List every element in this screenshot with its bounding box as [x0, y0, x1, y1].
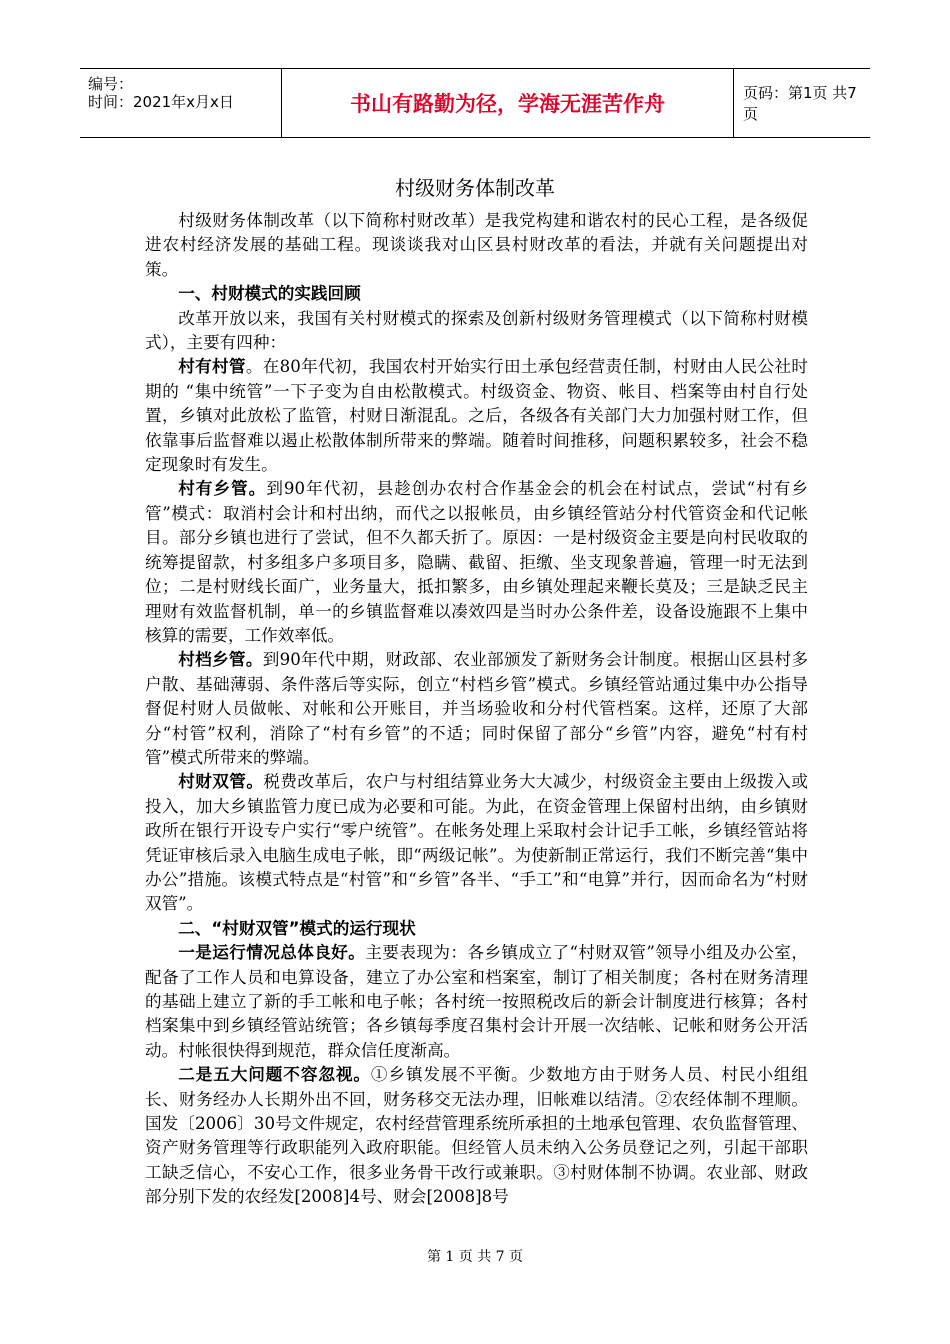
mode2-text: 到90年代初，县趁创办农村合作基金会的机会在村试点，尝试“村有乡管”模式：取消村会计和村出纳，而代之以报帐员，由乡镇经管站分村代管资金和代记帐目。部分乡镇也进行了尝试，但不久都夭折了。原因：一是村级资金主要是向村民收取的统筹提留款，村多组多户多项目多，隐瞒、截留、拒缴、坐支现象普遍，管理一时无法到位；二是村财线长面广，业务量大，抵扣繁多，由乡镇处理起来鞭长莫及；三是缺乏民主理财有效监督机制，单一的乡镇监督难以凑效四是当时办公条件差，设备设施跟不上集中核算的需要，工作效率低。 [145, 479, 808, 645]
section-heading-2: 二、“村财双管”模式的运行现状 [178, 918, 416, 938]
mode1-title: 村有村管 [178, 357, 246, 377]
mode4-title: 村财双管。 [178, 772, 264, 792]
header-info-cell [80, 69, 282, 137]
section-heading-1: 一、村财模式的实践回顾 [178, 284, 361, 304]
mode2-paragraph [145, 477, 808, 648]
point2-paragraph [145, 1063, 808, 1209]
document-body [145, 209, 808, 1210]
point1-text: 主要表现为：各乡镇成立了“村财双管”领导小组及办公室，配备了工作人员和电算设备，建立了办公室和档案室，制订了相关制度；各村在财务清理的基础上建立了新的手工帐和电子帐；各村统一按照税改后的新会计制度进行核算；各村档案集中到乡镇经管站统管；各乡镇每季度召集村会计开展一次结帐、记帐和财务公开活动。村帐很快得到规范，群众信任度渐高。 [145, 943, 809, 1060]
section1-intro-paragraph: 改革开放以来，我国有关村财模式的探索及创新村级财务管理模式（以下简称村财模式），主要有四种： [145, 308, 808, 353]
intro-paragraph: 村级财务体制改革（以下简称村财改革）是我党构建和谐农村的民心工程，是各级促进农村经济发展的基础工程。现谈谈我对山区县村财改革的看法，并就有关问题提出对策。 [145, 211, 808, 279]
mode3-title: 村档乡管。 [178, 650, 263, 670]
point1-paragraph [145, 941, 808, 1063]
mode3-paragraph [145, 648, 808, 770]
mode2-title: 村有乡管。 [178, 479, 267, 499]
doc-code-label: 编号： [88, 75, 134, 93]
page-footer: 第 1 页 共 7 页 [426, 1249, 524, 1265]
mode1-text: 。在80年代初，我国农村开始实行田土承包经营责任制，村财由人民公社时期的 “集中统管”一下子变为自由松散模式。村级资金、物资、帐目、档案等由村自行处置，乡镇对此放松了监管，村财日渐混乱。之后，各级各有关部门大力加强村财工作，但依靠事后监督难以遏止松散体制所带来的弊端。随着时间推移，问题积累较多，社会不稳定现象时有发生。 [145, 357, 808, 475]
doc-date-label: 时间：2021年x月x日 [88, 93, 234, 111]
point2-text: ①乡镇发展不平衡。少数地方由于财务人员、村民小组组长、财务经办人长期外出不回，财务移交无法办理，旧帐难以结清。②农经体制不理顺。国发〔2006〕30号文件规定，农村经营管理系统所承担的土地承包管理、农负监督管理、资产财务管理等行政职能列入政府职能。但经管人员未纳入公务员登记之列，引起干部职工缺乏信心，不安心工作，很多业务骨干改行或兼职。③村财体制不协调。农业部、财政部分别下发的农经发[2008]4号、财会[2008]8号 [145, 1065, 809, 1207]
header-motto: 书山有路勤为径，学海无涯苦作舟 [282, 69, 734, 137]
mode4-paragraph [145, 770, 808, 916]
mode4-text: 税费改革后，农户与村组结算业务大大减少，村级资金主要由上级拨入或投入，加大乡镇监管力度已成为必要和可能。为此，在资金管理上保留村出纳，由乡镇财政所在银行开设专户实行“零户统管”。在帐务处理上采取村会计记手工帐，乡镇经管站将凭证审核后录入电脑生成电子帐，即“两级记帐”。为使新制正常运行，我们不断完善“集中办公”措施。该模式特点是“村管”和“乡管”各半、“手工”和“电算”并行，因而命名为“村财双管”。 [145, 772, 809, 914]
mode3-text: 到90年代中期，财政部、农业部颁发了新财务会计制度。根据山区县村多户散、基础薄弱、条件落后等实际，创立“村档乡管”模式。乡镇经管站通过集中办公指导督促村财人员做帐、对帐和公开账目，并当场验收和分村代管档案。这样，还原了大部分“村管”权利，消除了“村有乡管”的不适；同时保留了部分“乡管”内容，避免“村有村管”模式所带来的弊端。 [145, 650, 808, 767]
point1-title: 一是运行情况总体良好。 [178, 943, 366, 963]
point2-title: 二是五大问题不容忽视。 [178, 1065, 371, 1085]
header-page-info: 页码：第1页 共7页 [743, 84, 857, 123]
mode1-paragraph [145, 355, 808, 477]
document-title: 村级财务体制改革 [395, 176, 555, 200]
page-header [80, 68, 870, 138]
